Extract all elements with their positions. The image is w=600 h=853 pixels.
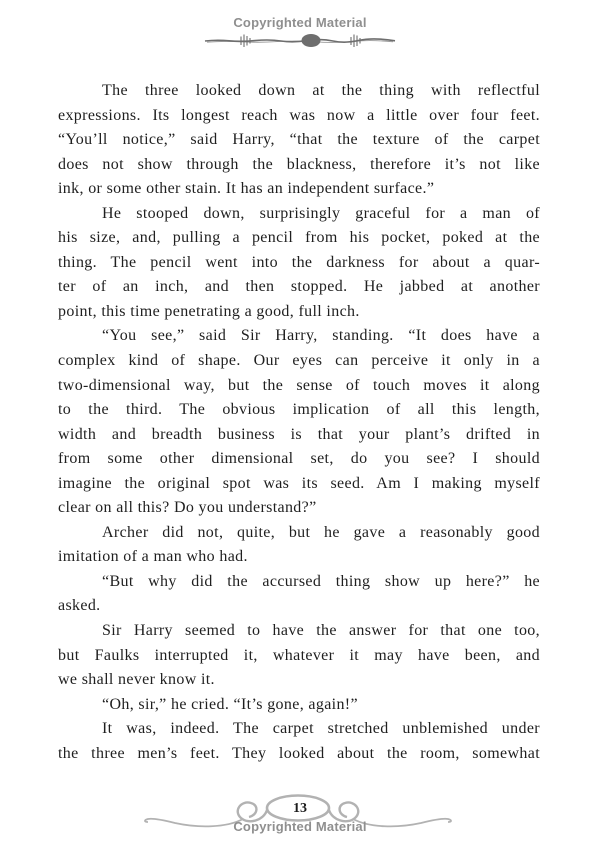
- paragraph: [58, 619, 540, 693]
- text-line: ter of an inch, and then stopped. He jabbed at another: [58, 278, 540, 296]
- text-line: asked.: [58, 597, 101, 615]
- text-line: but Faulks interrupted it, whatever it may have been, and: [58, 646, 540, 664]
- text-line: from some other dimensional set, do you see? I should: [58, 450, 540, 468]
- copyright-banner-bottom: Copyrighted Material: [233, 819, 367, 834]
- paragraph: [58, 79, 540, 202]
- text-line: two-dimensional way, but the sense of touch moves it along: [58, 376, 540, 394]
- text-line: complex kind of shape. Our eyes can perceive it only in a: [58, 352, 540, 370]
- text-line: Archer did not, quite, but he gave a reasonably good: [102, 523, 540, 541]
- text-line: we shall never know it.: [58, 671, 215, 689]
- body-text: [58, 79, 540, 766]
- text-line: “You’ll notice,” said Harry, “that the texture of the carpet: [58, 131, 540, 149]
- text-line: does not show through the blackness, therefore it’s not like: [58, 155, 540, 173]
- text-line: He stooped down, surprisingly graceful for a man of: [102, 204, 540, 222]
- text-line: to the third. The obvious implication of all this length,: [58, 401, 540, 419]
- text-line: point, this time penetrating a good, full inch.: [58, 302, 360, 320]
- text-line: The three looked down at the thing with reflectful: [102, 82, 540, 99]
- text-line: his size, and, pulling a pencil from his pocket, poked at the: [58, 229, 540, 247]
- paragraph: [58, 570, 540, 619]
- text-line: “You see,” said Sir Harry, standing. “It does have a: [102, 327, 540, 345]
- paragraph: [58, 693, 540, 718]
- text-line: “Oh, sir,” he cried. “It’s gone, again!”: [102, 695, 358, 713]
- text-line: the three men’s feet. They looked about the room, somewhat: [58, 744, 540, 762]
- text-line: Sir Harry seemed to have the answer for that one too,: [102, 622, 540, 640]
- paragraph: [58, 521, 540, 570]
- text-line: ink, or some other stain. It has an independent surface.”: [58, 180, 435, 198]
- text-line: expressions. Its longest reach was now a little over four feet.: [58, 106, 540, 124]
- paragraph: [58, 202, 540, 325]
- paragraph: [58, 717, 540, 766]
- text-line: imitation of a man who had.: [58, 548, 248, 566]
- text-line: imagine the original spot was its seed. Am I making myself: [58, 474, 540, 492]
- text-line: width and breadth business is that your plant’s drifted in: [58, 425, 540, 443]
- text-line: thing. The pencil went into the darkness for about a quar-: [58, 253, 540, 271]
- text-line: clear on all this? Do you understand?”: [58, 499, 317, 517]
- paragraph: [58, 324, 540, 520]
- text-line: It was, indeed. The carpet stretched unblemished under: [102, 720, 540, 738]
- copyright-banner-top: Copyrighted Material: [233, 15, 367, 30]
- center-blob: [302, 34, 321, 47]
- page-number: 13: [293, 801, 307, 816]
- text-line: “But why did the accursed thing show up here?” he: [102, 572, 540, 590]
- squiggle-divider-icon: [203, 31, 397, 49]
